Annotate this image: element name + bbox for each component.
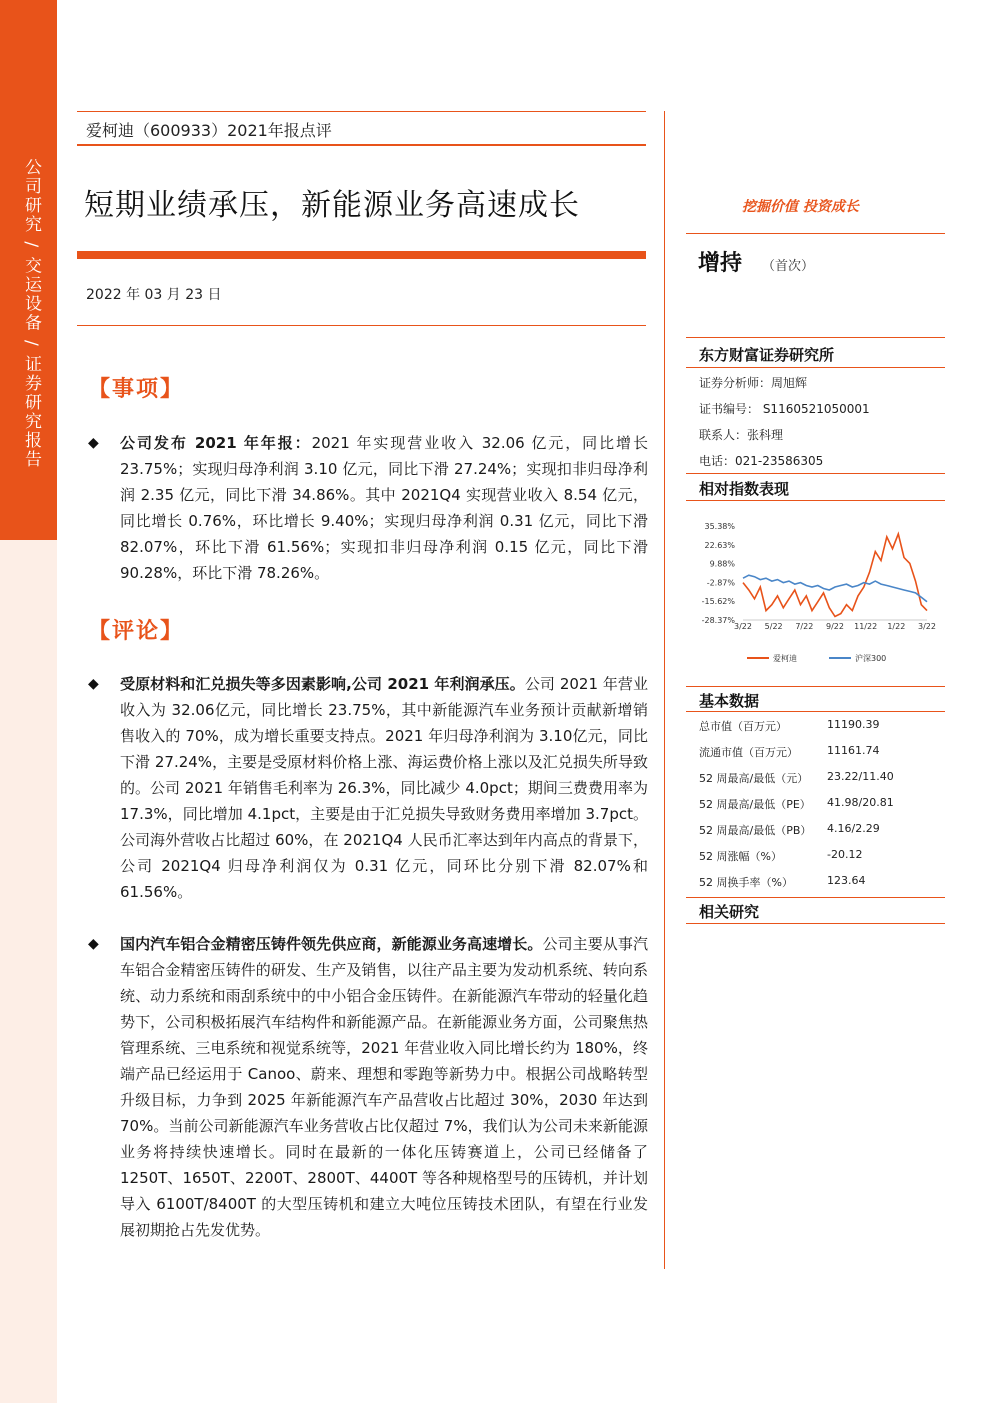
date-divider xyxy=(77,325,646,326)
series-line-index xyxy=(743,575,927,602)
rating: 增持 xyxy=(698,251,743,276)
event-bullet xyxy=(88,430,648,586)
legend-label: 爱柯迪 xyxy=(773,654,797,663)
basic-head-top-divider xyxy=(686,686,945,687)
y-tick-label: 9.88% xyxy=(709,559,735,569)
phone-line: 电话：021-23586305 xyxy=(699,454,824,468)
event-text: 2021 年实现营业收入 32.06 亿元，同比增长 23.75%；实现归母净利润 3.10 亿元，同比下滑 27.24%；实现扣非归母净利润 2.35 亿元，同比下滑 34.86%。其中 2021Q4 实现营业收入 8.54 亿元，同比增长 0.76%，环比增长 9.40%；实现归母净利润 0.31 亿元，同比下滑 82.07%，环比下滑 61.56%；实现扣非归母净利润 0.15 亿元，同比下滑 90.28%，环比下滑 78.26%。 xyxy=(120,434,648,582)
comment-lead: 受原材料和汇兑损失等多因素影响,公司 2021 年利润承压。 xyxy=(120,675,525,693)
comment-text: 公司主要从事汽车铝合金精密压铸件的研发、生产及销售，以往产品主要为发动机系统、转向系统、动力系统和雨刮系统中的中小铝合金压铸件。在新能源汽车带动的轻量化趋势下，公司积极拓展汽车结构件和新能源产品。在新能源业务方面，公司聚焦热管理系统、三电系统和视觉系统等，2021 年营业收入同比增长约为 180%，终端产品已经运用于 Canoo、蔚来、理想和零跑等新势力中。根据公司战略转型升级目标，力争到 2025 年新能源汽车产品营收占比超过 30%，2030 年达到 70%。当前公司新能源汽车业务营收占比仅超过 7%，我们认为公司未来新能源业务将持续快速增长。同时在最新的一体化压铸赛道上，公司已经储备了 1250T、1650T、2200T、2800T、4400T 等各种规格型号的压铸机，并计划导入 6100T/8400T 的大型压铸机和建立大吨位压铸技术团队，有望在行业发展初期抢占先发优势。 xyxy=(120,935,648,1239)
x-tick-label: 9/22 xyxy=(826,622,844,631)
contact-line: 联系人：张科理 xyxy=(699,428,784,442)
report-date: 2022 年 03 月 23 日 xyxy=(86,287,222,303)
related-research-heading: 相关研究 xyxy=(699,903,760,921)
comment-lead: 国内汽车铝合金精密压铸件领先供应商，新能源业务高速增长。 xyxy=(120,935,543,953)
basic-data-label: 总市值（百万元） xyxy=(699,720,787,733)
basic-data-label: 52 周换手率（%） xyxy=(699,876,793,889)
x-tick-label: 3/22 xyxy=(918,622,936,631)
comment-bullet-1 xyxy=(88,671,648,905)
basic-data-value: 11161.74 xyxy=(827,744,880,757)
basic-data-value: 11190.39 xyxy=(827,718,880,731)
report-category-label: 公司研究 / 交运设备 / 证券研究报告 xyxy=(21,158,41,470)
basic-data-label: 52 周最高/最低（PE） xyxy=(699,798,811,811)
slogan-divider xyxy=(686,233,945,234)
report-title: 短期业绩承压，新能源业务高速成长 xyxy=(84,188,580,223)
y-tick-label: 35.38% xyxy=(704,522,735,531)
comment-bullet-2 xyxy=(88,931,648,1243)
basic-data-label: 流通市值（百万元） xyxy=(699,746,798,759)
y-tick-label: -15.62% xyxy=(701,597,735,607)
event-section-heading: 【事项】 xyxy=(88,377,185,402)
related-head-bottom-divider xyxy=(686,923,945,924)
legend-label: 沪深300 xyxy=(855,654,887,663)
institution-name: 东方财富证券研究所 xyxy=(699,346,835,364)
chart-head-top-divider xyxy=(686,473,945,474)
chart-heading: 相对指数表现 xyxy=(699,480,790,498)
basic-data-value: 4.16/2.29 xyxy=(827,822,880,835)
series-line-stock xyxy=(743,534,927,617)
y-tick-label: 22.63% xyxy=(704,540,735,550)
institution-divider xyxy=(686,367,945,368)
basic-data-label: 52 周最高/最低（PB） xyxy=(699,824,812,837)
header-divider xyxy=(77,144,646,146)
basic-data-value: -20.12 xyxy=(827,848,863,861)
x-tick-label: 3/22 xyxy=(734,622,752,631)
diamond-bullet-icon: ◆ xyxy=(88,676,99,692)
column-divider xyxy=(664,111,665,1269)
x-tick-label: 11/22 xyxy=(854,622,878,631)
y-tick-label: -28.37% xyxy=(701,616,735,625)
event-lead: 公司发布 2021 年年报： xyxy=(120,434,312,452)
basic-head-bottom-divider xyxy=(686,711,945,712)
slogan: 挖掘价值 投资成长 xyxy=(742,199,859,215)
chart-head-bottom-divider xyxy=(686,500,945,501)
top-divider xyxy=(77,111,646,112)
related-head-top-divider xyxy=(686,897,945,898)
comment-section-heading: 【评论】 xyxy=(88,619,185,644)
certificate-line: 证书编号： S1160521050001 xyxy=(699,402,870,416)
diamond-bullet-icon: ◆ xyxy=(88,936,99,952)
basic-data-value: 123.64 xyxy=(827,874,866,887)
report-subject: 爱柯迪（600933）2021年报点评 xyxy=(86,121,332,140)
basic-data-label: 52 周涨幅（%） xyxy=(699,850,782,863)
y-tick-label: -2.87% xyxy=(706,578,735,588)
comment-text: 公司 2021 年营业收入为 32.06亿元，同比增长 23.75%，其中新能源汽车业务预计贡献新增销售收入的 70%，成为增长重要支持点。2021 年归母净利润为 3.10亿元，同比下滑 27.24%，主要是受原材料价格上涨、海运费价格上涨以及汇兑损失所导致的。公司 2021 年销售毛利率为 26.3%，同比减少 4.0pct；期间三费费用率为 17.3%，同比增加 4.1pct，主要是由于汇兑损失导致财务费用率增加 3.7pct。公司海外营收占比超过 60%，在 2021Q4 人民币汇率达到年内高点的背景下，公司 2021Q4 归母净利润仅为 0.31 亿元，同环比分别下滑 82.07%和 61.56%。 xyxy=(120,675,648,901)
x-tick-label: 1/22 xyxy=(887,622,906,631)
chart-svg xyxy=(695,514,945,674)
x-tick-label: 7/22 xyxy=(795,622,814,631)
rating-divider xyxy=(686,337,945,338)
basic-data-value: 41.98/20.81 xyxy=(827,796,894,809)
relative-index-chart xyxy=(695,514,945,674)
basic-data-label: 52 周最高/最低（元） xyxy=(699,772,809,785)
rating-note: （首次） xyxy=(762,259,815,274)
diamond-bullet-icon: ◆ xyxy=(88,435,99,451)
basic-data-heading: 基本数据 xyxy=(699,692,760,710)
title-underline xyxy=(77,251,646,259)
analyst-line: 证券分析师：周旭辉 xyxy=(699,376,808,390)
basic-data-value: 23.22/11.40 xyxy=(827,770,894,783)
x-tick-label: 5/22 xyxy=(764,622,783,631)
